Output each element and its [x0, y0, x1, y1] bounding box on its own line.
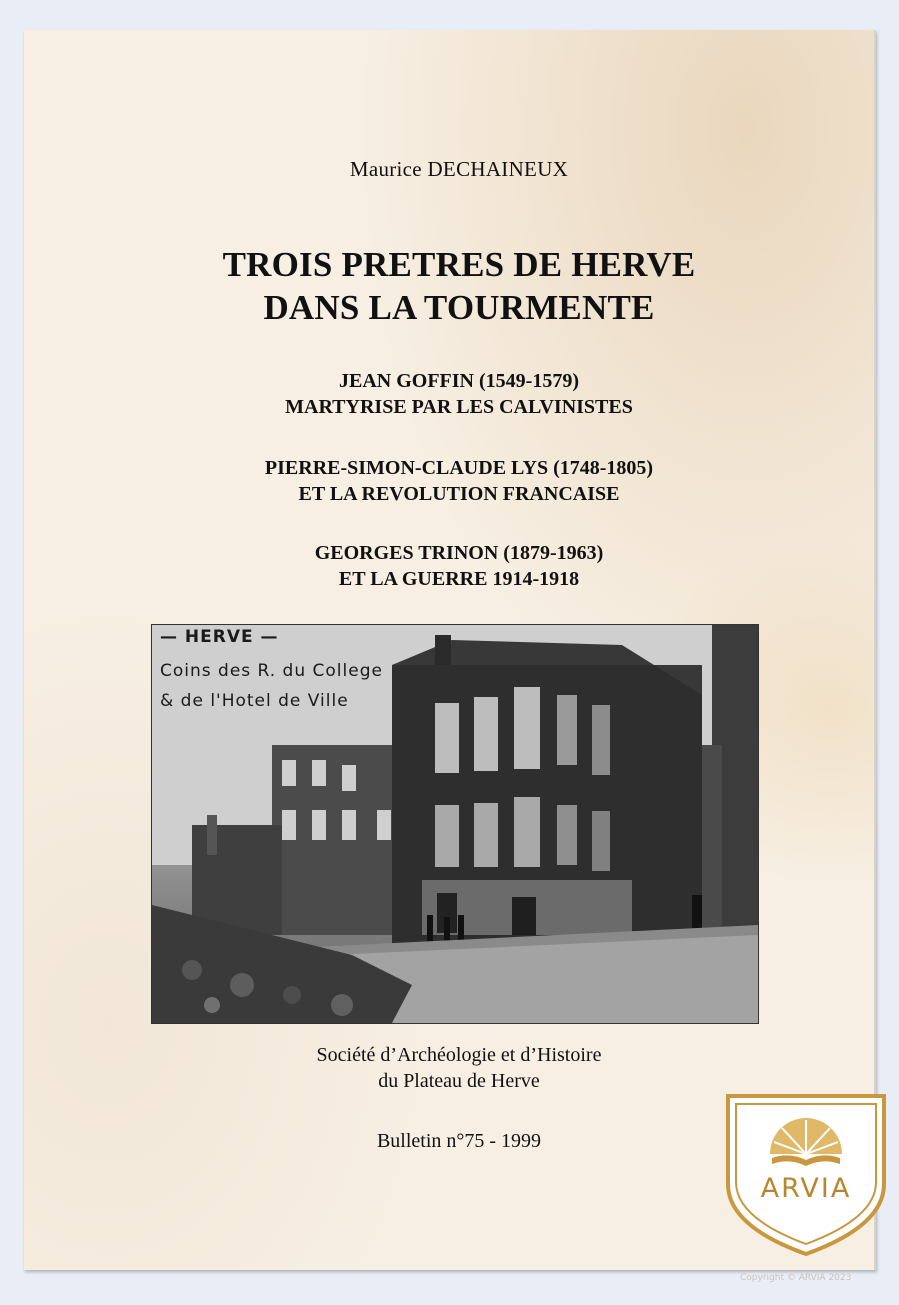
- subject-3-line-2: ET LA GUERRE 1914-1918: [338, 568, 580, 590]
- title-line-1: TROIS PRETRES DE HERVE: [222, 245, 696, 284]
- society-line-1: Société d’Archéologie et d’Histoire: [316, 1044, 602, 1066]
- arvia-logo: [722, 1088, 890, 1260]
- cover-photo-ruined-buildings: [151, 624, 759, 1024]
- subject-1-line-1: JEAN GOFFIN (1549-1579): [339, 370, 579, 392]
- subject-3-line-1: GEORGES TRINON (1879-1963): [314, 542, 604, 564]
- copyright-watermark: Copyright © ARVIA 2023: [740, 1273, 852, 1283]
- ruins-illustration: [152, 625, 758, 1023]
- subject-2-line-2: ET LA REVOLUTION FRANCAISE: [298, 483, 620, 505]
- author-name: Maurice DECHAINEUX: [349, 157, 569, 181]
- photo-caption-line-3: & de l'Hotel de Ville: [160, 691, 349, 711]
- publisher-society: [0, 1042, 899, 1094]
- book-title: [0, 243, 899, 329]
- photo-caption-line-2: Coins des R. du College: [160, 661, 383, 681]
- title-line-2: DANS LA TOURMENTE: [263, 288, 655, 327]
- bulletin-number: Bulletin n°75 - 1999: [376, 1130, 542, 1152]
- photo-caption-town: — HERVE —: [160, 627, 279, 647]
- subject-1: [0, 368, 899, 420]
- society-line-2: du Plateau de Herve: [378, 1070, 540, 1092]
- subject-3: [0, 540, 899, 592]
- subject-2: [0, 455, 899, 507]
- subject-2-line-1: PIERRE-SIMON-CLAUDE LYS (1748-1805): [264, 457, 654, 479]
- logo-text: ARVIA: [760, 1173, 852, 1204]
- subject-1-line-2: MARTYRISE PAR LES CALVINISTES: [285, 396, 633, 418]
